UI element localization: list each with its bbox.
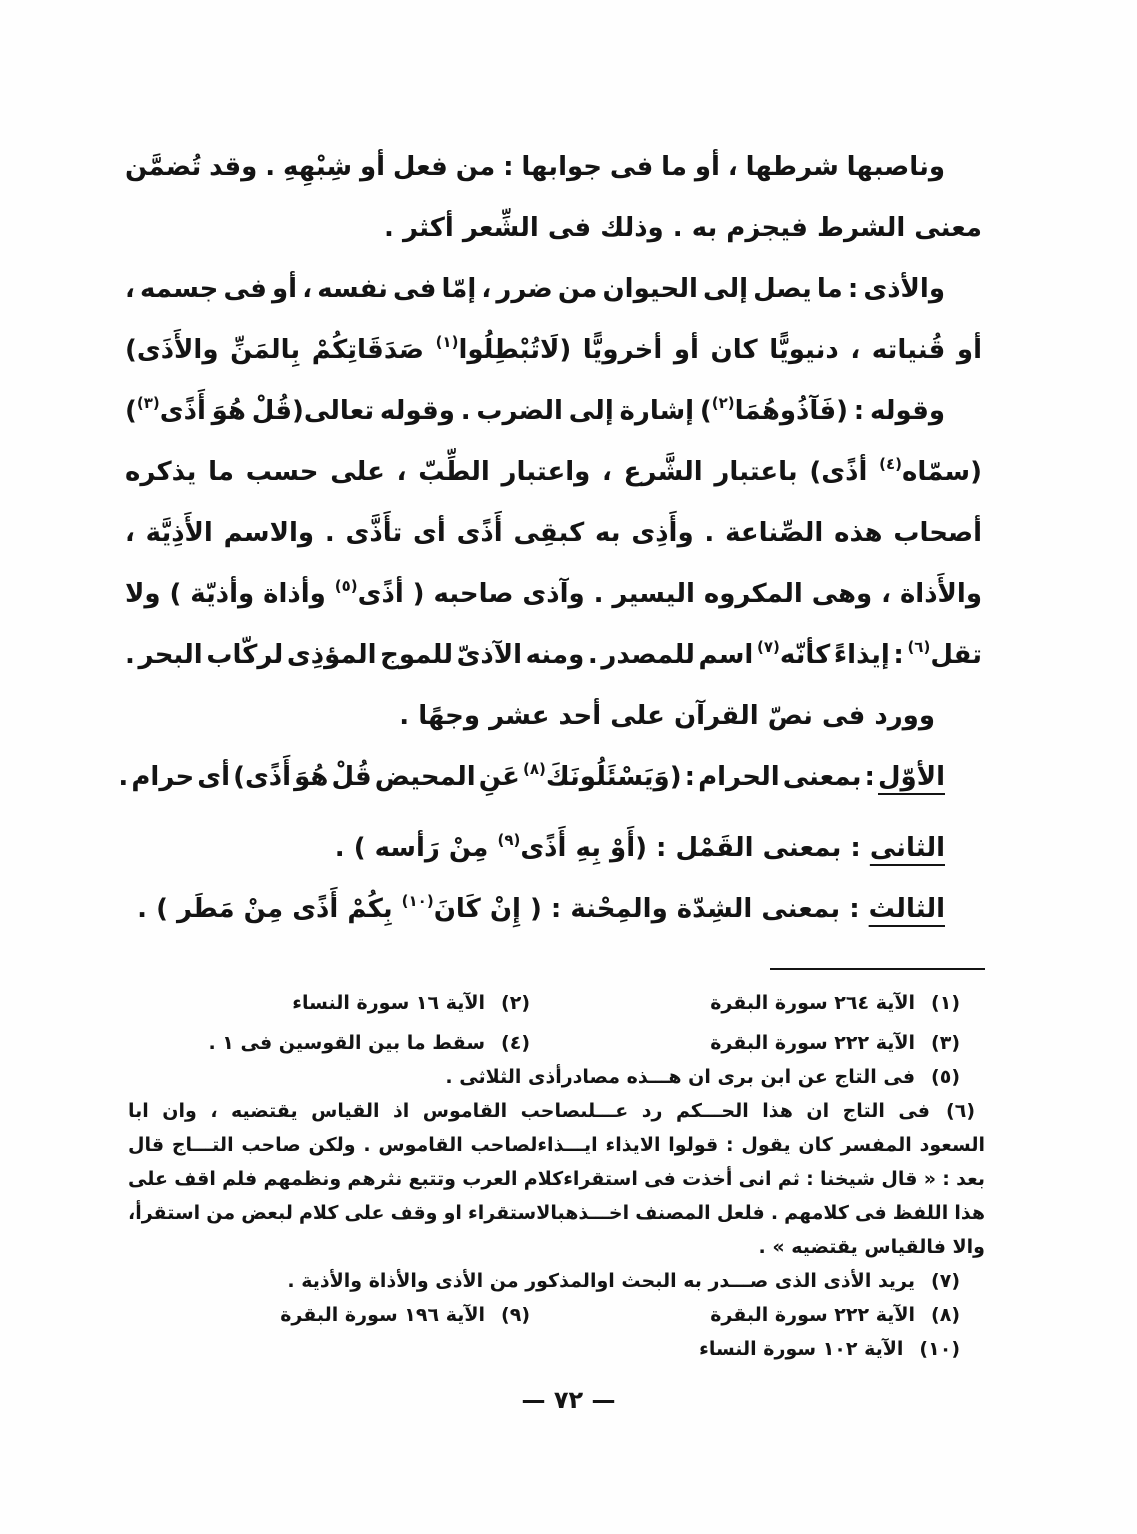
line-text: والأذى : ما يصل إلى الحيوان من ضرر ، إمّا فى نفسه ، أو فى جسمه ، [125, 274, 945, 304]
body-line-content [125, 640, 982, 670]
body-line-content [335, 833, 945, 863]
footnote-text: بعد : « قال شيخنا : ثم انى أخذت فى استقراءكلام العرب وتتبع نثرهم ونظمهم فلم اقف على [128, 1168, 985, 1190]
line-text: وورد فى نصّ القرآن على أحد عشر وجهًا . [399, 701, 935, 731]
footnote-number: (٨) [931, 1304, 960, 1326]
line-text: : بمعنى القَمْل : (أَوْ بِهِ أَذًى [520, 833, 870, 863]
body-line-content [384, 213, 982, 243]
line-text: ) [125, 396, 137, 426]
body-line [125, 686, 982, 747]
line-text: والأَذاة ، وهى المكروه اليسير . وآذى صاحبه ( أذًى [357, 579, 982, 609]
footnote-item [530, 1026, 985, 1060]
footnote-item [128, 1026, 530, 1060]
section-heading: الثالث [868, 894, 945, 924]
footnote-row [128, 1298, 985, 1332]
footnote-number: (٧) [931, 1270, 960, 1292]
body-line-content [125, 396, 945, 426]
footnote-text: هذا اللفظ فى كلامهم . فلعل المصنف اخـــذهبالاستقراء او وقف على كلام لبعض من استقرأ، [128, 1202, 985, 1224]
body-line-content [125, 579, 982, 609]
footnote-ref: (١) [435, 333, 459, 351]
footnote-text: الآية ١٩٦ سورة البقرة [280, 1304, 486, 1326]
footnote-row [128, 986, 985, 1020]
line-text: ) إشارة إلى الضرب . وقوله تعالى(قُلْ هُوَ أَذًى [159, 396, 712, 426]
footnote-text: الآية ١٠٢ سورة النساء [699, 1338, 904, 1360]
footnote-ref: (٣) [136, 394, 160, 412]
footnote-number: (١٠) [919, 1338, 960, 1360]
footnote-item [128, 1094, 985, 1128]
footnote-number: (٦) [946, 1100, 975, 1122]
line-text: (سمّاه [902, 457, 982, 487]
line-text: عَنِ المحيض قُلْ هُوَ أَذًى) أى حرام . [118, 762, 523, 792]
footnote-number: (٢) [501, 992, 530, 1014]
footnote-line [128, 1196, 985, 1230]
line-text: صَدَقَاتِكُمْ بِالمَنِّ والأَذَى) [125, 335, 436, 365]
body-line [125, 198, 982, 259]
body-line [125, 564, 982, 625]
line-text: أو قُنياته ، دنيويًّا كان أو أخرويًّا (لَاتُبْطِلُوا [458, 335, 982, 365]
footnote-content [128, 1202, 985, 1224]
footnote-number: (٣) [931, 1032, 960, 1054]
footnote-item [128, 986, 530, 1020]
footnote-item [128, 1298, 530, 1332]
footnote-line [128, 1128, 985, 1162]
line-text: بِكُمْ أَذًى مِنْ مَطَر ) . [137, 894, 402, 924]
footnote-ref: (٦) [907, 638, 931, 656]
body-line-content [125, 335, 982, 365]
footnote-number: (٤) [501, 1032, 530, 1054]
main-text [118, 137, 982, 940]
body-line-content [125, 457, 982, 487]
footnote-item [128, 1332, 985, 1366]
body-line [125, 625, 982, 686]
body-line-content [125, 152, 945, 182]
footnote-text: فى التاج عن ابن برى ان هـــذه مصادرأذى الثلاثى . [445, 1066, 916, 1088]
footnote-separator [770, 968, 985, 970]
footnote-line [128, 1230, 985, 1264]
line-text: : بمعنى الحرام : (وَيَسْئَلُونَكَ [545, 762, 878, 792]
footnote-number: (٥) [931, 1066, 960, 1088]
footnote-ref: (١٠) [401, 892, 434, 910]
line-text: : إيذاءً كأنّه [779, 640, 908, 670]
footnote-text: الآية ١٦ سورة النساء [292, 992, 486, 1014]
footnote-ref: (٢) [711, 394, 735, 412]
footnote-content [759, 1236, 985, 1258]
footnote-content [128, 1168, 985, 1190]
footnote-text: سقط ما بين القوسين فى ١ . [208, 1032, 486, 1054]
footnote-content [445, 1066, 960, 1088]
section-heading: الثانى [869, 833, 945, 863]
footnote-text: السعود المفسر كان يقول : قولوا الايذاء ايـــذاءلصاحب القاموس . ولكن صاحب التـــاج قال [128, 1134, 985, 1156]
footnote-text: يريد الأذى الذى صـــدر به البحث اوالمذكور من الأذى والأذاة والأذية . [287, 1270, 916, 1292]
footnote-number: (١) [931, 992, 960, 1014]
body-line [125, 137, 982, 198]
body-line [125, 818, 982, 879]
footnote-item [128, 1060, 985, 1094]
footnote-text: الآية ٢٢٢ سورة البقرة [710, 1304, 916, 1326]
body-line-content [125, 518, 982, 548]
footnote-content [699, 1338, 960, 1360]
footnote-item [530, 986, 985, 1020]
line-text: : بمعنى الشِدّة والمِحْنة : ( إِنْ كَانَ [433, 894, 869, 924]
footnote-ref: (٤) [879, 455, 902, 473]
line-text: أصحاب هذه الصِّناعة . وأَذِى به كبقِى أَذًى أى تأَذَّى . والاسم الأَذِيَّة ، [125, 518, 982, 548]
body-line [118, 747, 982, 808]
footnote-item [128, 1264, 985, 1298]
footnote-content [128, 1100, 975, 1122]
footnote-text: الآية ٢٢٢ سورة البقرة [710, 1032, 916, 1054]
body-line-content [399, 701, 935, 731]
body-line-content [137, 894, 945, 924]
line-text: اسم للمصدر . ومنه الآذىّ للموج المؤذِى لركّاب البحر . [125, 640, 757, 670]
footnote-content [128, 1134, 985, 1156]
line-text: وأذاة وأذيّة ) ولا [125, 579, 335, 609]
body-line-content [118, 762, 945, 792]
footnote-ref: (٩) [497, 831, 521, 849]
footnote-text: الآية ٢٦٤ سورة البقرة [710, 992, 916, 1014]
body-line [125, 320, 982, 381]
line-text: أذًى) باعتبار الشَّرع ، واعتبار الطِّبّ ، على حسب ما يذكره [125, 457, 880, 487]
line-text: تقل [930, 640, 982, 670]
footnote-content [287, 1270, 960, 1292]
line-text: وناصبها شرطها ، أو ما فى جوابها : من فعل أو شِبْهِهِ . وقد تُضمَّن [125, 152, 945, 182]
body-line [125, 442, 982, 503]
body-line [125, 381, 982, 442]
footnote-item [530, 1298, 985, 1332]
section-heading: الأوّل [878, 762, 945, 792]
body-line [125, 879, 982, 940]
footnote-row [128, 1026, 985, 1060]
footnote-ref: (٨) [522, 760, 546, 778]
line-text: مِنْ رَأسه ) . [334, 833, 498, 863]
footnote-text: فى التاج ان هذا الحـــكم رد عـــلىصاحب القاموس اذ القياس يقتضيه ، وان ابا [128, 1100, 931, 1122]
body-line [125, 503, 982, 564]
body-line-content [125, 274, 945, 304]
footnote-number: (٩) [501, 1304, 530, 1326]
footnote-ref: (٥) [334, 577, 358, 595]
footnote-line [128, 1162, 985, 1196]
line-text: معنى الشرط فيجزم به . وذلك فى الشِّعر أكثر . [384, 213, 982, 243]
footnote-text: والا فالقياس يقتضيه » . [758, 1236, 985, 1258]
body-line [125, 259, 982, 320]
footnote-ref: (٧) [756, 638, 780, 656]
line-text: وقوله : (فَآذُوهُمَا [734, 396, 945, 426]
page-number: — ٧٢ — [521, 1386, 616, 1414]
footnotes [128, 986, 985, 1366]
